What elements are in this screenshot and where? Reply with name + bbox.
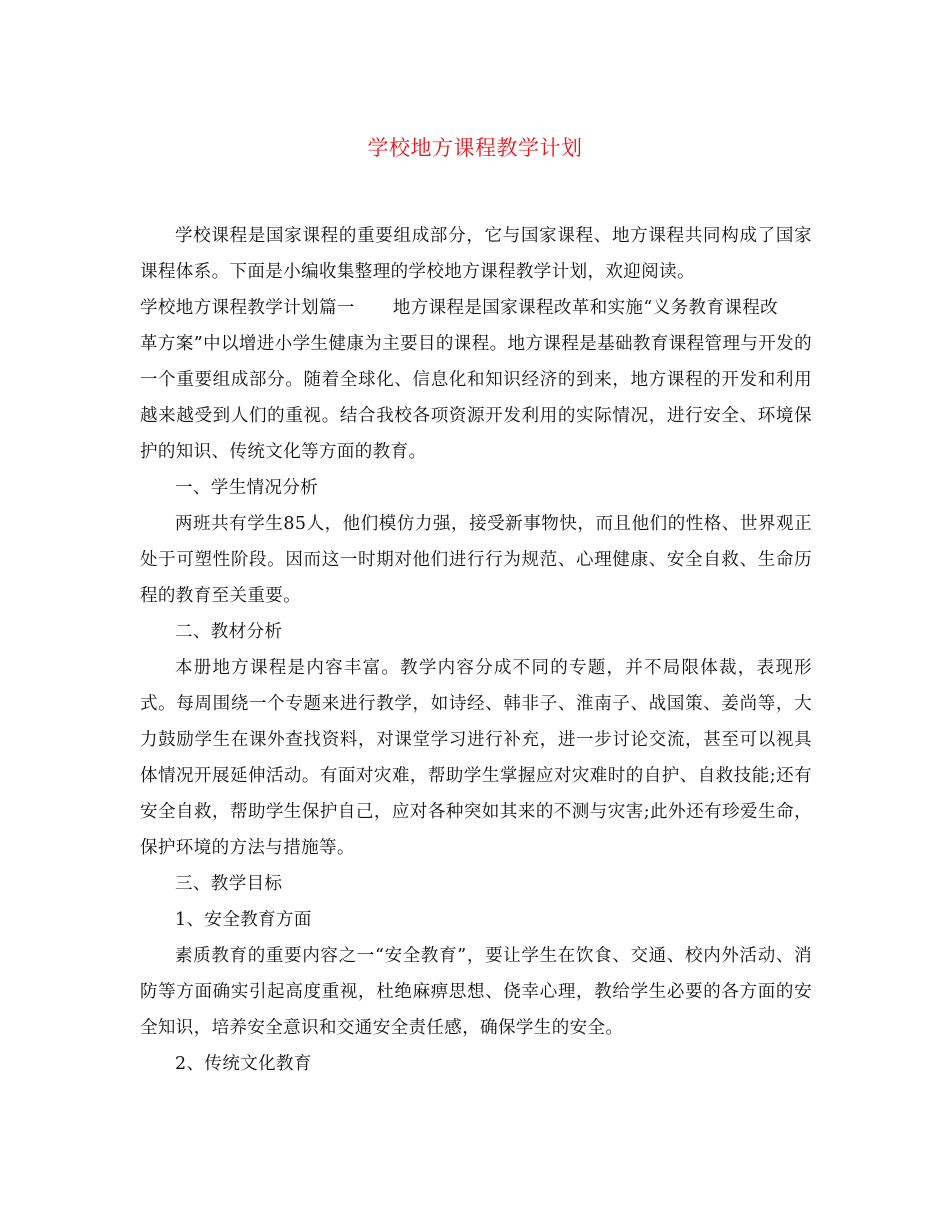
subsection1-paragraph: 素质教育的重要内容之一“安全教育”，要让学生在饮食、交通、校内外活动、消防等方面确实引起高度重视，杜绝麻痹思想、侥幸心理，教给学生必要的各方面的安全知识，培养安全意识和交通安全责任感，确保学生的安全。 xyxy=(140,946,812,1038)
section1-heading: 一、学生情况分析 xyxy=(175,478,319,498)
section2-paragraph: 本册地方课程是内容丰富。教学内容分成不同的专题，并不局限体裁，表现形式。每周围绕一个专题来进行教学，如诗经、韩非子、淮南子、战国策、姜尚等，大力鼓励学生在课外查找资料，对课堂学习进行补充，进一步讨论交流，甚至可以视具体情况开展延伸活动。有面对灾难，帮助学生掌握应对灾难时的自护、自救技能;还有安全自救，帮助学生保护自己，应对各种突如其来的不测与灾害;此外还有珍爱生命，保护环境的方法与措施等。 xyxy=(140,658,812,858)
subsection1-heading: 1、安全教育方面 xyxy=(175,910,312,930)
part-heading: 学校地方课程教学计划篇一 xyxy=(140,298,355,318)
document-title: 学校地方课程教学计划 xyxy=(367,136,583,160)
section1-paragraph: 两班共有学生85人，他们模仿力强，接受新事物快，而且他们的性格、世界观正处于可塑性阶段。因而这一时期对他们进行行为规范、心理健康、安全自救、生命历程的教育至关重要。 xyxy=(140,514,812,606)
part-lead-first-line: 地方课程是国家课程改革和实施“义务教育课程改 xyxy=(392,298,779,318)
subsection2-heading: 2、传统文化教育 xyxy=(175,1054,312,1074)
section2-heading: 二、教材分析 xyxy=(175,622,283,642)
document-body xyxy=(140,218,812,1082)
part-heading-line xyxy=(140,290,812,326)
section3-heading: 三、教学目标 xyxy=(175,874,283,894)
part-lead-paragraph: 革方案”中以增进小学生健康为主要目的课程。地方课程是基础教育课程管理与开发的一个重要组成部分。随着全球化、信息化和知识经济的到来，地方课程的开发和利用越来越受到人们的重视。结合我校各项资源开发利用的实际情况，进行安全、环境保护的知识、传统文化等方面的教育。 xyxy=(140,334,812,462)
intro-paragraph: 学校课程是国家课程的重要组成部分，它与国家课程、地方课程共同构成了国家课程体系。下面是小编收集整理的学校地方课程教学计划，欢迎阅读。 xyxy=(140,226,812,282)
